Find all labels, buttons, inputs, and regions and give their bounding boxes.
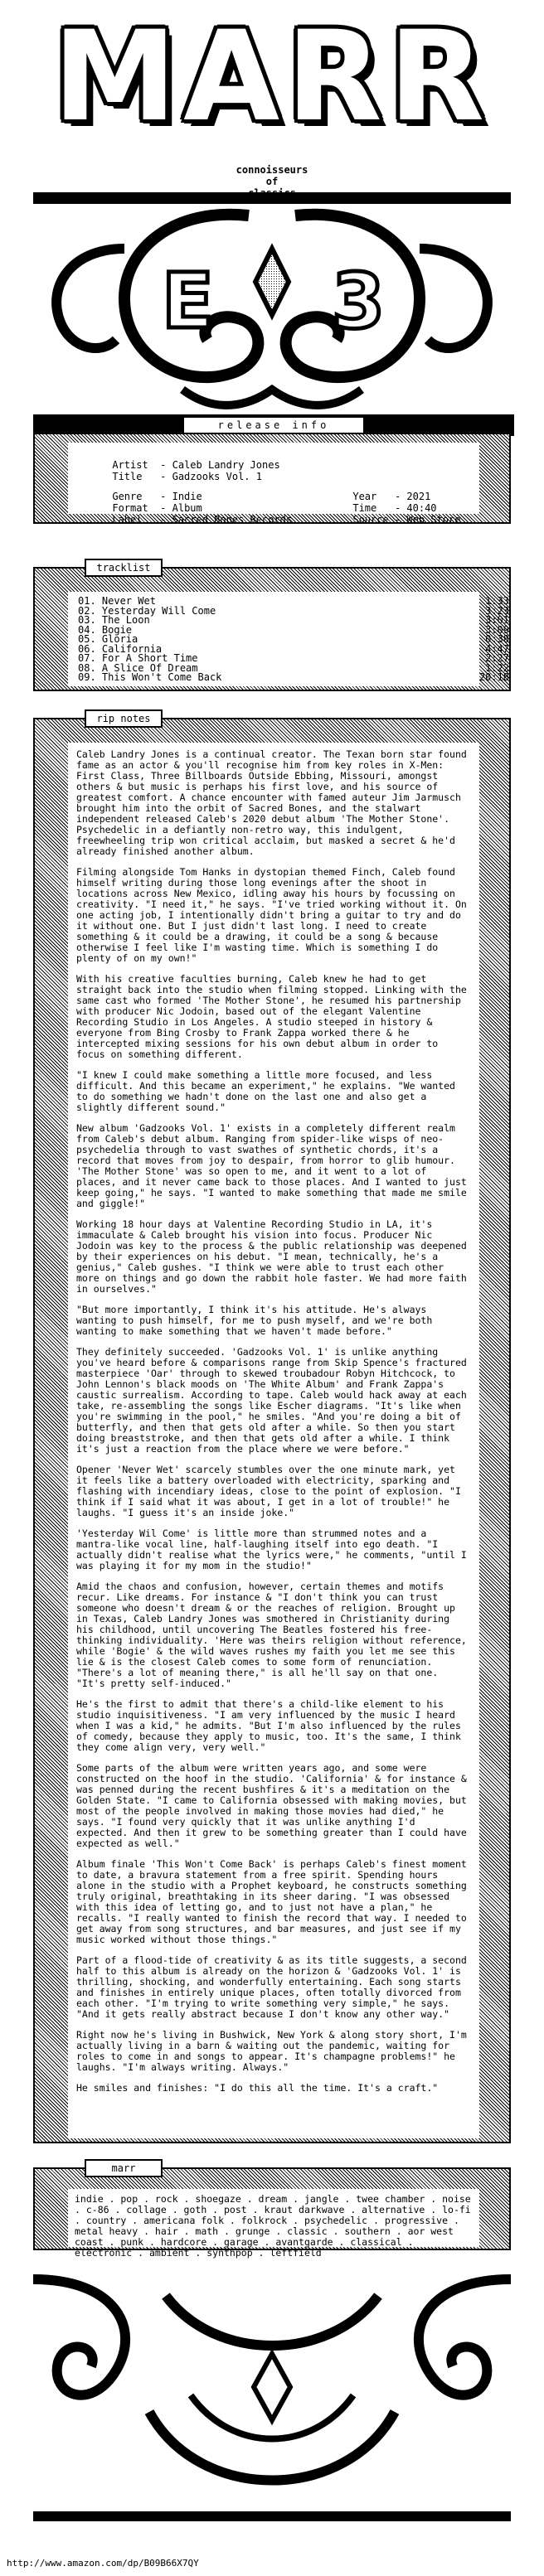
note-paragraph: With his creative faculties burning, Caleb knew he had to get straight back into the studio when filming stopped. Linking with the same cast who formed 'The Mother Stone', he resumed his partnership with producer Nic Jodoin, based out of the elegant Valentine Recording Studio in Los Angeles. A studio steeped in history & everyone from Bing Crosby to Frank Zappa worked there & he intercepted mixing sessions for his own debut album in order to focus on something different. bbox=[76, 973, 467, 1060]
tracklist-panel bbox=[33, 562, 511, 691]
artist-label: Artist bbox=[112, 459, 148, 471]
time-label: Time bbox=[352, 502, 377, 514]
format-label: Format bbox=[112, 502, 148, 514]
release-info-label: release info bbox=[184, 418, 363, 433]
bottom-ornament-icon bbox=[0, 2263, 544, 2545]
year-label: Year bbox=[352, 491, 377, 502]
genres-panel bbox=[33, 2162, 511, 2259]
note-paragraph: Caleb Landry Jones is a continual creator. The Texan born star found fame as an actor & you'll recognise him from key roles in X-Men: First Class, Three Billboards Outside Ebbing, Missouri, amongst others & but music is perhaps his first love, and his source of greatest comfort. A chance encounter with famed auteur Jim Jarmusch brought him into the orbit of Sacred Bones, and the stalwart independent released Caleb's 2020 debut album 'The Mother Stone'. Psychedelic in a defiantly non-retro way, this indulgent, freewheeling trip won critical acclaim, but masked a secret & he'd already finished another album. bbox=[76, 748, 467, 857]
release-info-box bbox=[33, 433, 511, 524]
track-row bbox=[78, 616, 509, 625]
tracklist-header: tracklist bbox=[85, 559, 163, 577]
note-paragraph: New album 'Gadzooks Vol. 1' exists in a completely different realm from Caleb's debut album. Ranging from spider-like wisps of neo-psychedelia through to vast swathes of synthetic chords, it's a record that moves from joy to despair, from horror to glib humour. 'The Mother Stone' was so open to me, and it went to a lot of places, and it never came back to those places. And I wanted to just keep going," he says. "I wanted to make something that made me smile and giggle!" bbox=[76, 1122, 467, 1209]
title-label: Title bbox=[112, 471, 143, 482]
track-duration: 1:33 bbox=[485, 595, 509, 607]
svg-text:E: E bbox=[162, 257, 214, 346]
source-value: Web Store bbox=[406, 514, 461, 525]
track-row bbox=[78, 673, 509, 682]
tracklist-body bbox=[68, 592, 509, 686]
note-paragraph: Some parts of the album were written years ago, and some were constructed on the hoof in the studio. 'California' & for instance & was penned during the recent bushfires & it's a meditation on the Golden State. "I came to California obsessed with making movies, but most of the people involved in making those movies had died," he says. "I found very quickly that it was unlike anything I'd expected. And then it grew to be something greater than I could have expected as well." bbox=[76, 1762, 467, 1849]
track-title: 03. The Loon bbox=[78, 614, 150, 626]
track-title: 04. Bogie bbox=[78, 623, 133, 636]
track-duration: 1:22 bbox=[485, 661, 509, 674]
brand-title: MARR bbox=[52, 5, 492, 149]
rip-notes-header: rip notes bbox=[85, 709, 163, 728]
track-title: 07. For A Short Time bbox=[78, 652, 198, 664]
time-value: 40:40 bbox=[406, 502, 437, 514]
marr-logo bbox=[0, 0, 544, 464]
track-duration: 4:47 bbox=[485, 642, 509, 655]
track-duration: 0:38 bbox=[485, 633, 509, 645]
source-label: Source bbox=[352, 514, 389, 525]
format-row: Format - Album bbox=[112, 502, 202, 514]
note-paragraph: Opener 'Never Wet' scarcely stumbles over the one minute mark, yet it feels like a battery overloaded with electricity, sparking and flashing with incendiary ideas, close to the point of explosion. "I think if I said what it was about, I get in a lot of trouble!" he laughs. "I guess it's an inside joke." bbox=[76, 1464, 461, 1518]
note-paragraph: "But more importantly, I think it's his attitude. He's always wanting to push himself, for me to push myself, and we're both wanting to make something that we haven't made before." bbox=[76, 1304, 433, 1337]
label-label: Label bbox=[112, 514, 143, 525]
track-duration: 2:27 bbox=[485, 652, 509, 664]
note-paragraph: Part of a flood-tide of creativity & as its title suggests, a second half to this album is already on the horizon & 'Gadzooks Vol. 1' is thrilling, shocking, and wonderfully entertaining. Each song starts and finishes in entirely unique places, often totally divorced from each other. "I'm trying to write something very simple," he says. "And it gets really abstract because I don't know any other way." bbox=[76, 1954, 467, 2020]
genres-body bbox=[68, 2189, 479, 2259]
genre-tags: indie . pop . rock . shoegaze . dream . jangle . twee chamber . noise . c-86 . collage . goth . post . kraut darkwave . alternative . lo-fi . country . americana folk . folkrock . psychedelic . progressive . metal heavy . hair . math . grunge . classic . southern . aor west coast . punk . hardcore . garage . avantgarde . classical . electronic . ambient . synthpop . leftfield bbox=[75, 2193, 471, 2259]
amazon-link[interactable]: http://www.amazon.com/dp/B09B66X7QY bbox=[7, 2558, 199, 2569]
ornament-icon bbox=[0, 0, 544, 464]
title-value: Gadzooks Vol. 1 bbox=[172, 471, 262, 482]
note-paragraph: Amid the chaos and confusion, however, certain themes and motifs recur. Like dreams. For instance & "I don't think you can trust someone who doesn't dream & or the reaches of religion. Brought up in Texas, Caleb Landry Jones was smothered in Christianity during his childhood, until uncovering The Beatles fostered his free-thinking individuality. 'Here was theirs religion without reference, while 'Bogie' & the wild waves rushes my faith you let me see this lie & is the closest Caleb comes to some form of renunciation. "There's a lot of meaning there," is all he'll say on that one. "It's pretty self-induced." bbox=[76, 1581, 467, 1689]
year-row: Year - 2021 bbox=[352, 491, 431, 502]
time-row: Time - 40:40 bbox=[352, 502, 437, 514]
note-paragraph: Right now he's living in Bushwick, New York & along story short, I'm actually living in a barn & waiting out the pandemic, waiting for roles to come in and songs to appear. It's champagne problems!" he laughs. "I'm always writing. Always." bbox=[76, 2029, 467, 2073]
note-paragraph: He's the first to admit that there's a child-like element to his studio inquisitiveness. "I am very influenced by the music I heard when I was a kid," he admits. "But I'm also influenced by the rules of comedy, because they apply to music, too. It's the same, I think they come align very, very well." bbox=[76, 1698, 461, 1753]
rip-notes-panel bbox=[33, 713, 511, 2143]
track-title: 02. Yesterday Will Come bbox=[78, 604, 216, 617]
note-paragraph: 'Yesterday Wil Come' is little more than strummed notes and a mantra-like vocal line, half-laughing itself into ego death. "I actually didn't realise what the lyrics were," he comments, "until I was playing it for my mom in the studio!" bbox=[76, 1528, 467, 1571]
note-paragraph: Working 18 hour days at Valentine Recording Studio in LA, it's immaculate & Caleb brought his vision into focus. Producer Nic Jodoin was key to the process & the public relationship was deepened by their experiences on his debut. "I mean, technically, he's a genius," Caleb gushes. "I think we were able to trust each other more on things and go down the rabbit hole faster. We had more faith in ourselves." bbox=[76, 1218, 467, 1295]
artist-value: Caleb Landry Jones bbox=[172, 459, 280, 471]
track-duration: 3:23 bbox=[485, 604, 509, 617]
genre-value: Indie bbox=[172, 491, 202, 502]
rip-notes-body bbox=[68, 743, 479, 2138]
note-paragraph: They definitely succeeded. 'Gadzooks Vol. 1' is unlike anything you've heard before & comparisons range from Skip Spence's fractured masterpiece 'Oar' through to skewed troubadour Robyn Hitchcock, to John Lennon's black moods on 'The White Album' and Frank Zappa's caustic surrealism. According to tape. Caleb would hack away at each take, re-assembling the songs like Escher diagrams. "It's like when you're swimming in the pool," he smiles. "And you're doing a bit of butterfly, and then that gets old after a while. So then you start doing breaststroke, and then that gets old after a while. I think it's just a reaction from the place where we were before." bbox=[76, 1346, 467, 1455]
track-duration: 3:09 bbox=[485, 623, 509, 636]
track-title: 08. A Slice Of Dream bbox=[78, 661, 198, 674]
tagline-line-1: connoisseurs bbox=[236, 164, 308, 176]
track-title: 09. This Won't Come Back bbox=[78, 671, 222, 683]
track-duration: 3:01 bbox=[485, 614, 509, 626]
note-paragraph: "I knew I could make something a little more focused, and less difficult. And this became an experiment," he explains. "We wanted to do something we hadn't done on the last one and also get a slightly different sound." bbox=[76, 1069, 455, 1113]
note-paragraph: Filming alongside Tom Hanks in dystopian themed Finch, Caleb found himself writing during those long evenings after the shoot in locations across New Mexico, idling away his hours by focussing on creativity. "I need it," he says. "I've tried working without it. On one acting job, I intentionally didn't bring a guitar to try and do it without one. But I just didn't last long. I need to create something & it could be a drawing, it could be a song & because otherwise I feel like I'm wasting time. Which is something I do plenty of on my own!" bbox=[76, 866, 467, 964]
genre-label: Genre bbox=[112, 491, 143, 502]
svg-text:3: 3 bbox=[332, 257, 386, 346]
genres-header: marr bbox=[85, 2159, 163, 2177]
format-value: Album bbox=[172, 502, 202, 514]
release-info-content bbox=[68, 443, 479, 525]
track-row bbox=[78, 623, 509, 636]
track-title: 06. California bbox=[78, 642, 163, 655]
label-row: Label - Sacred Bones Records bbox=[112, 514, 293, 525]
note-paragraph: He smiles and finishes: "I do this all the time. It's a craft." bbox=[76, 2082, 439, 2094]
tagline-line-2: of bbox=[265, 176, 279, 187]
track-title: 01. Never Wet bbox=[78, 595, 156, 607]
year-value: 2021 bbox=[406, 491, 431, 502]
track-title: 05. Gloria bbox=[78, 633, 138, 645]
track-duration: 20:18 bbox=[478, 671, 509, 683]
source-row: Source - Web Store bbox=[352, 514, 461, 525]
label-value: Sacred Bones Records bbox=[172, 514, 293, 525]
genre-row: Genre - Indie bbox=[112, 491, 202, 502]
title-row: Title - Gadzooks Vol. 1 bbox=[112, 471, 262, 482]
artist-row: Artist - Caleb Landry Jones bbox=[112, 459, 280, 471]
note-paragraph: Album finale 'This Won't Come Back' is perhaps Caleb's finest moment to date, a bravura statement from a free spirit. Spending hours alone in the studio with a Prophet keyboard, he constructs something truly original, breathtaking in its sheer daring. "I was obsessed with this idea of letting go, and to just not have a plan," he recalls. "I really wanted to finish the record that way. I needed to get away from song structures, and bar measures, and just see if my music worked without those things." bbox=[76, 1858, 467, 1945]
